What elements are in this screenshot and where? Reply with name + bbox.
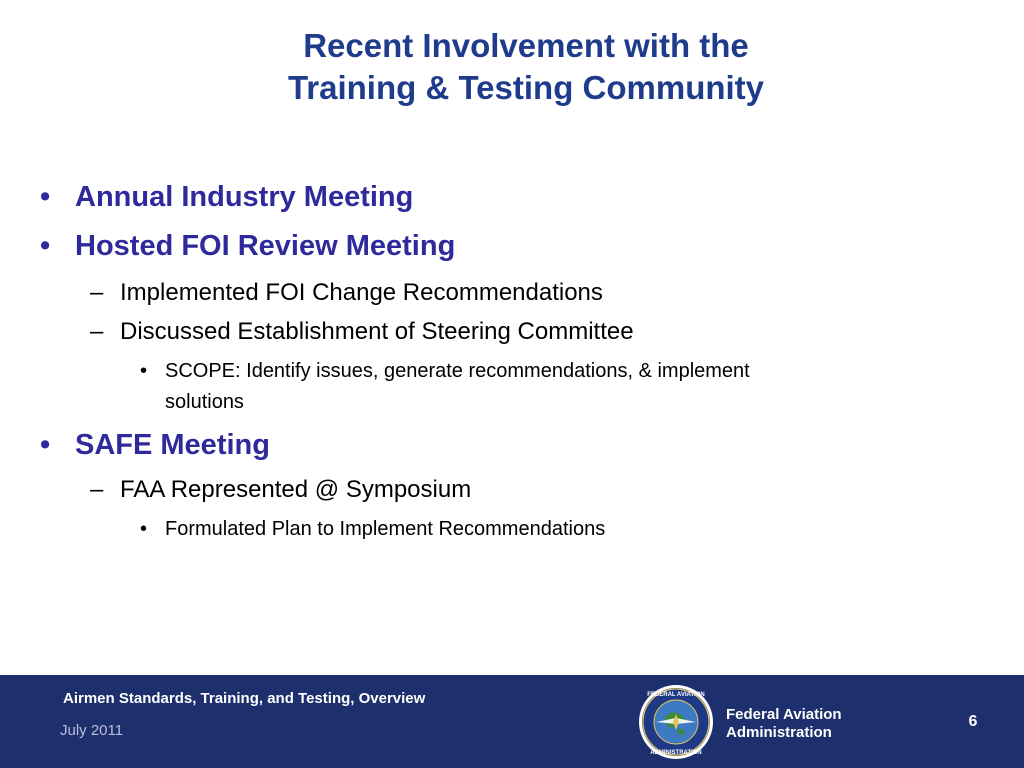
footer-date: July 2011: [60, 722, 124, 739]
agency-name-line-2: Administration: [726, 724, 832, 741]
dash-marker: –: [90, 279, 104, 306]
sub-bullet-text: Implemented FOI Change Recommendations: [120, 279, 603, 306]
faa-seal-icon: [638, 684, 714, 760]
dash-marker: –: [90, 476, 104, 503]
svg-text:ADMINISTRATION: ADMINISTRATION: [650, 750, 702, 756]
agency-name: [726, 706, 842, 742]
bullet-marker: •: [40, 181, 51, 213]
slide-title-line-2: Training & Testing Community: [287, 69, 765, 106]
sub-sub-bullet-text: Formulated Plan to Implement Recommendations: [165, 518, 606, 540]
dash-marker: –: [90, 318, 104, 345]
bullet-marker: •: [40, 429, 51, 461]
bullet-marker: •: [140, 518, 148, 540]
bullet-text: Annual Industry Meeting: [75, 181, 414, 213]
slide-title-line-1: Recent Involvement with the: [303, 27, 749, 64]
bullet-text: SAFE Meeting: [75, 429, 270, 461]
sub-sub-bullet-text: SCOPE: Identify issues, generate recommendations, & implement: [165, 360, 750, 382]
agency-name-line-1: Federal Aviation: [726, 706, 842, 723]
slide-title: [0, 25, 1024, 109]
footer-title: Airmen Standards, Training, and Testing, Overview: [63, 690, 426, 707]
sub-bullet-text: FAA Represented @ Symposium: [120, 476, 472, 503]
sub-bullet-text: Discussed Establishment of Steering Committee: [120, 318, 634, 345]
bullet-marker: •: [40, 230, 51, 262]
sub-sub-bullet-text-continuation: solutions: [165, 391, 244, 413]
footer-bar: [0, 675, 1024, 768]
bullet-marker: •: [140, 360, 148, 382]
page-number: 6: [968, 713, 978, 730]
svg-text:FEDERAL AVIATION: FEDERAL AVIATION: [647, 692, 705, 698]
bullet-text: Hosted FOI Review Meeting: [75, 230, 456, 262]
